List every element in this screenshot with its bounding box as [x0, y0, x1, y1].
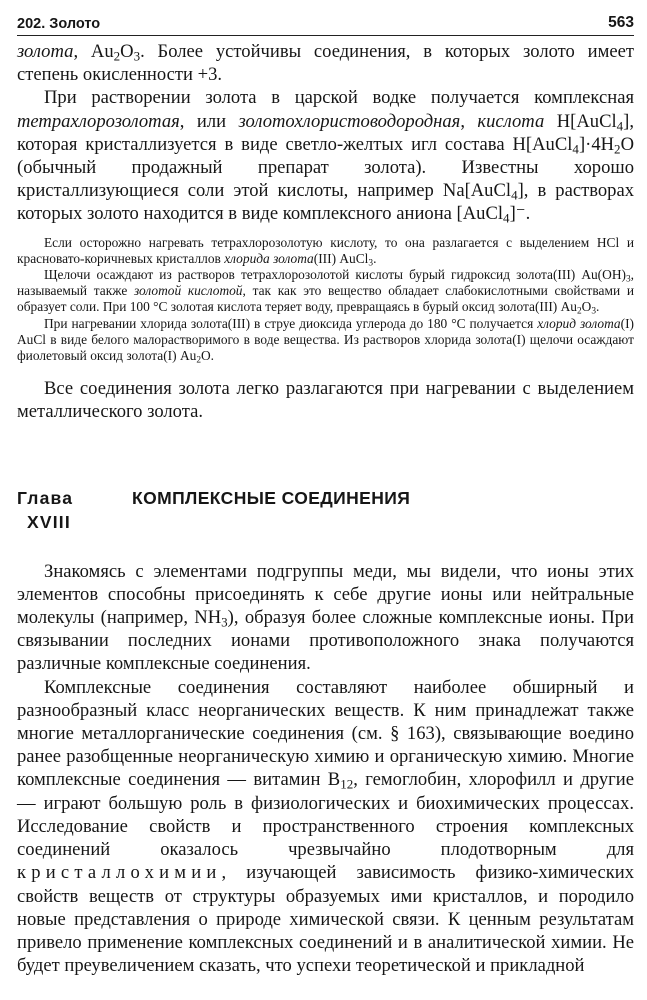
small-paragraph-gold-hydroxide: Щелочи осаждают из растворов тетрахлорозолотой кислоты бурый гидроксид золота(III) $Au(OH)_3$, называемый также золотой кислотой, так как это вещество обладает слабокислотными свойствами и образует соли. При 100 °C золотая кислота теряет воду, превращаясь в бурый оксид золота(III) $Au_2O_3$.	[17, 267, 634, 317]
book-page	[17, 10, 634, 977]
running-header	[17, 10, 634, 36]
paragraph-aqua-regia: При растворении золота в царской водке получается комплексная тетрахлорозолотая, или золотохлористоводородная, кислота H[AuCl$_4$], которая кристаллизуется в виде светло-желтых игл состава $H[AuCl_4]\cdot 4H_2O$ (обычный продажный препарат золота). Известны хорошо кристаллизующиеся соли этой кислоты, например Na[AuCl$_4$], в растворах которых золото находится в виде комплексного аниона [AuCl$_4$]⁻.	[17, 87, 634, 226]
small-paragraph-gold-i-chloride: При нагревании хлорида золота(III) в струе диоксида углерода до 180 °C получается хлорид золота(I) AuCl в виде белого малорастворимого в воде вещества. Из растворов хлорида золота(I) щелочи осаждают фиолетовый оксид золота(I) $Au_2O$.	[17, 315, 634, 366]
small-paragraph-gold-chloride: Если осторожно нагревать тетрахлорозолотую кислоту, то она разлагается с выделением HCl и красновато-коричневых кристаллов хлорида золота(III) AuCl$_3$.	[17, 234, 634, 269]
chapter-number: XVIII	[27, 511, 71, 532]
paragraph-decomposition: Все соединения золота легко разлагаются при нагревании с выделением металлического золота.	[17, 378, 634, 423]
chapter-heading	[17, 486, 634, 550]
chapter-title: КОМПЛЕКСНЫЕ СОЕДИНЕНИЯ	[132, 487, 411, 508]
paragraph-copper-subgroup: Знакомясь с элементами подгруппы меди, мы видели, что ионы этих элементов способны присоединять к себе другие ионы или нейтральные молекулы (например, $NH_3$), образуя более сложные комплексные ионы. При связывании последних ионами противоположного знака получаются различные комплексные соединения.	[17, 560, 634, 675]
small-print-block	[17, 235, 634, 365]
chapter-label: Глава XVIII	[17, 487, 74, 532]
paragraph-gold-oxide: золота, $Au_2O_3$. Более устойчивы соединения, в которых золото имеет степень окисленности +3.	[17, 41, 634, 86]
paragraph-complex-compounds: Комплексные соединения составляют наиболее обширный и разнообразный класс неорганических веществ. К ним принадлежат также многие металлорганические соединения (см. § 163), связывающие воедино ранее разобщенные неорганическую химию и органическую химию. Многие комплексные соединения — витамин $B_{12}$, гемоглобин, хлорофилл и другие — играют большую роль в физиологических и биохимических процессах. Исследование свойств и пространственного строения комплексных соединений оказалось чрезвычайно плодотворным для кристаллохимии, изучающей зависимость физико-химических свойств веществ от структуры образуемых ими кристаллов, и породило новые представления о природе химической связи. К ценным результатам привело применение комплексных соединений и в аналитической химии. Не будет преувеличением сказать, что успехи теоретической и прикладной	[17, 676, 634, 977]
section-title: 202. Золото	[17, 16, 101, 32]
page-number: 563	[608, 14, 634, 31]
